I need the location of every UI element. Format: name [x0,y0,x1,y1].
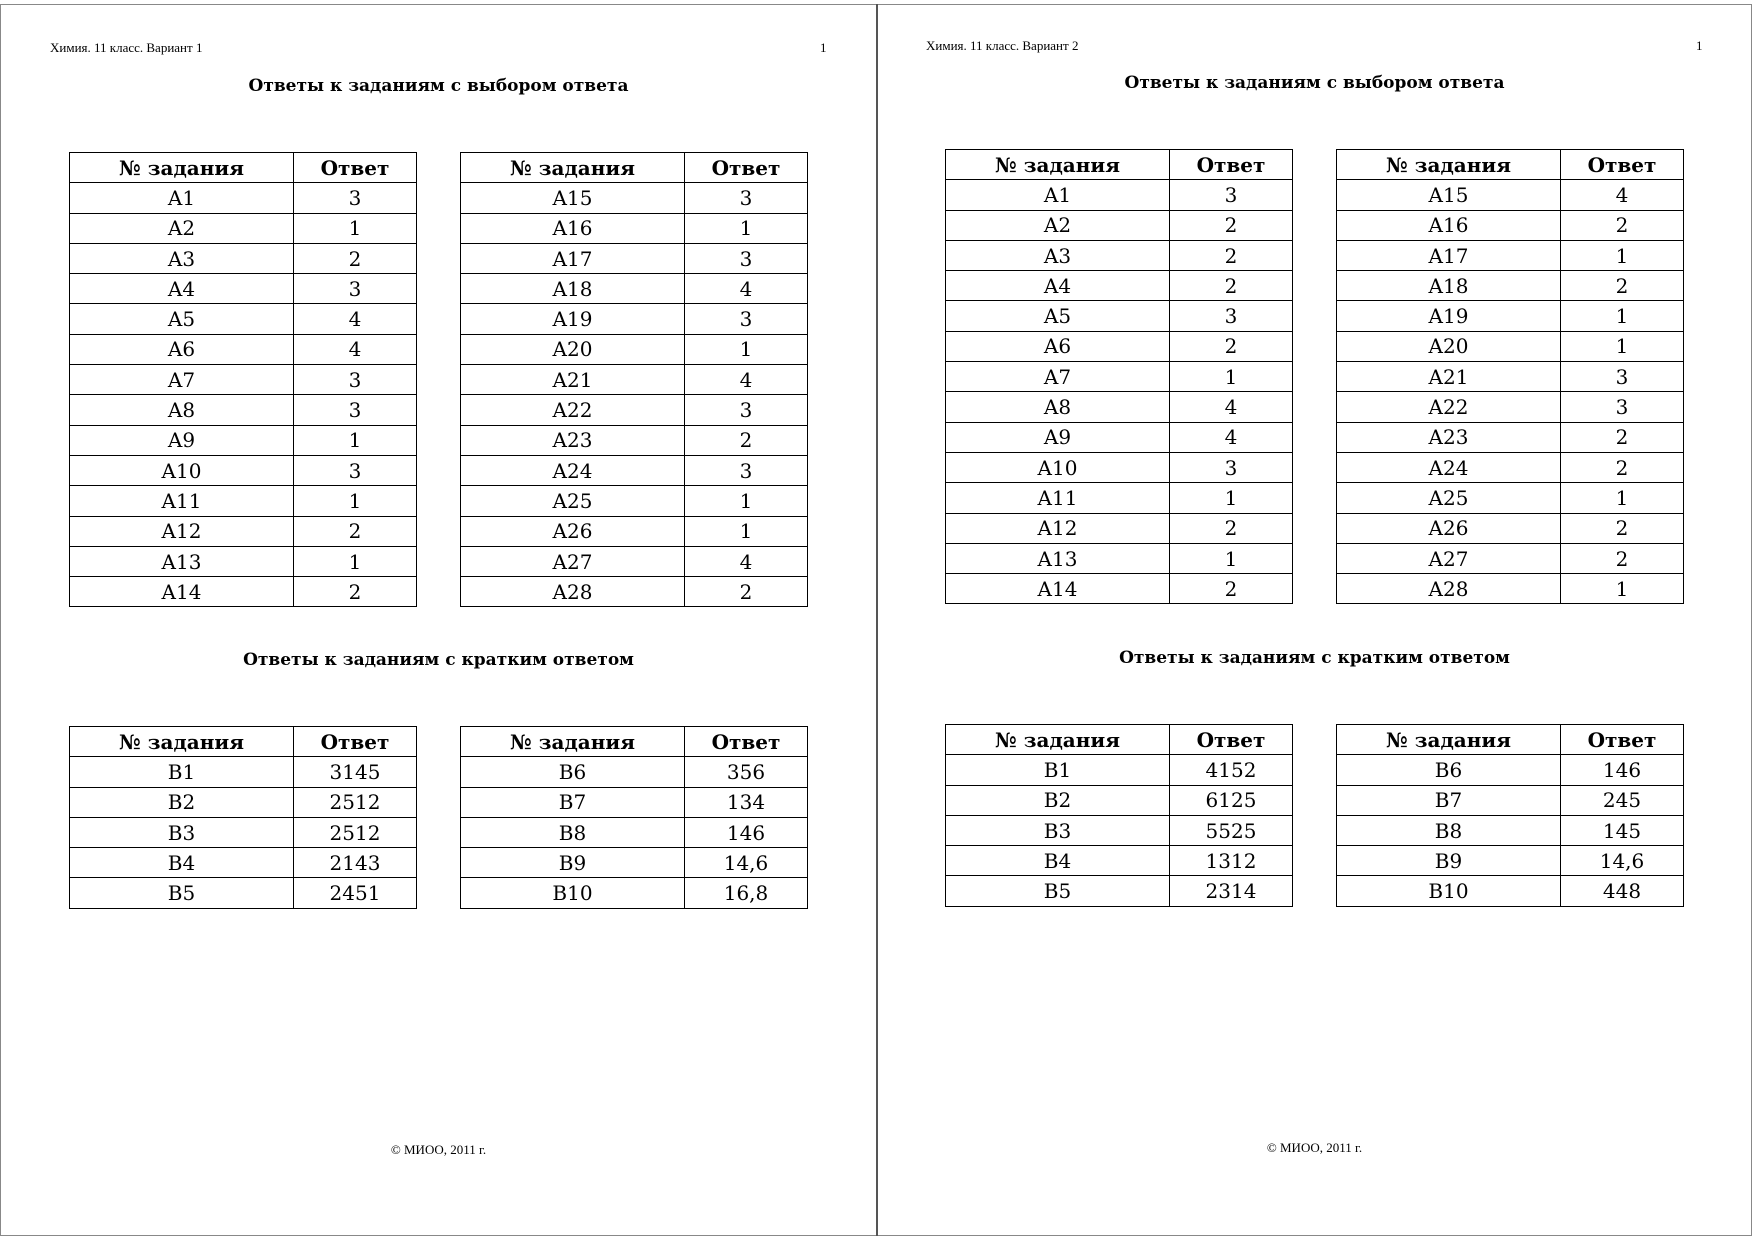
answer-cell: 2 [1170,240,1293,270]
answer-cell: 4 [685,274,808,304]
column-header-task: № задания [461,727,685,757]
answer-cell: 245 [1561,785,1684,815]
task-id-cell: A6 [946,331,1170,361]
table-row [461,213,808,243]
answer-cell: 4 [294,334,417,364]
task-id-cell: A26 [1337,513,1561,543]
table-row [461,516,808,546]
task-id-cell: B4 [70,848,294,878]
table-row [946,240,1293,270]
table-row [946,452,1293,482]
answer-cell: 4 [685,365,808,395]
answer-cell: 2451 [294,878,417,908]
answer-cell: 1 [294,486,417,516]
answer-cell: 3 [294,455,417,485]
task-id-cell: A23 [461,425,685,455]
column-header-answer: Ответ [1170,150,1293,180]
copyright-footer: © МИОО, 2011 г. [390,1142,487,1157]
table-row [461,395,808,425]
answer-cell: 1 [685,334,808,364]
table-row [461,787,808,817]
table-row [946,331,1293,361]
answer-cell: 2 [1170,271,1293,301]
table-header-row [70,153,417,183]
table-row [946,271,1293,301]
answers-table-b-left [945,724,1293,907]
column-header-answer: Ответ [294,727,417,757]
table-row [70,486,417,516]
table-row [70,848,417,878]
answer-cell: 4 [1170,422,1293,452]
answer-cell: 1 [294,213,417,243]
answer-cell: 3 [294,365,417,395]
task-id-cell: B5 [946,876,1170,906]
task-id-cell: A9 [70,425,294,455]
table-row [461,334,808,364]
answer-cell: 2 [685,425,808,455]
table-row [70,878,417,908]
task-id-cell: A25 [1337,483,1561,513]
answer-cell: 1 [1561,483,1684,513]
table-row [1337,876,1684,906]
task-id-cell: A6 [70,334,294,364]
task-id-cell: A16 [461,213,685,243]
answer-cell: 2 [1561,422,1684,452]
table-row [946,513,1293,543]
table-row [1337,785,1684,815]
answer-cell: 3 [685,183,808,213]
table-row [461,183,808,213]
answers-table-b-left [69,726,417,909]
table-row [70,787,417,817]
task-id-cell: B10 [461,878,685,908]
table-row [1337,301,1684,331]
task-id-cell: A24 [461,455,685,485]
table-row [1337,271,1684,301]
page-variant-2 [876,0,1753,1239]
column-header-task: № задания [1337,725,1561,755]
table-row [70,425,417,455]
task-id-cell: A2 [70,213,294,243]
task-id-cell: B9 [1337,846,1561,876]
task-id-cell: A17 [461,243,685,273]
task-id-cell: A17 [1337,240,1561,270]
answer-cell: 2 [1561,513,1684,543]
table-row [70,577,417,607]
answer-cell: 2143 [294,848,417,878]
task-id-cell: B1 [946,755,1170,785]
task-id-cell: A3 [946,240,1170,270]
task-id-cell: A14 [70,577,294,607]
table-row [1337,452,1684,482]
table-header-row [461,727,808,757]
table-row [70,516,417,546]
answer-cell: 2 [294,516,417,546]
table-row [946,815,1293,845]
answer-cell: 4 [1170,392,1293,422]
answer-cell: 2 [294,577,417,607]
table-row [70,365,417,395]
table-header-row [946,725,1293,755]
task-id-cell: A5 [70,304,294,334]
task-id-cell: A19 [1337,301,1561,331]
answer-cell: 2512 [294,817,417,847]
answer-cell: 3 [685,243,808,273]
table-row [946,301,1293,331]
task-id-cell: B7 [461,787,685,817]
task-id-cell: B9 [461,848,685,878]
table-row [946,210,1293,240]
task-id-cell: B4 [946,846,1170,876]
answer-cell: 145 [1561,815,1684,845]
answer-cell: 3 [294,274,417,304]
task-id-cell: A1 [70,183,294,213]
answer-cell: 2 [294,243,417,273]
column-header-answer: Ответ [1170,725,1293,755]
task-id-cell: A9 [946,422,1170,452]
table-row [461,365,808,395]
answer-cell: 4 [294,304,417,334]
table-row [70,243,417,273]
answer-cell: 1 [685,213,808,243]
task-id-cell: A19 [461,304,685,334]
table-row [461,304,808,334]
table-row [1337,392,1684,422]
task-id-cell: A10 [70,455,294,485]
task-id-cell: B1 [70,757,294,787]
answer-cell: 2 [1561,452,1684,482]
answer-cell: 2 [685,577,808,607]
table-header-row [1337,725,1684,755]
answer-cell: 16,8 [685,878,808,908]
table-row [946,574,1293,604]
task-id-cell: A10 [946,452,1170,482]
task-id-cell: A22 [1337,392,1561,422]
table-header-row [1337,150,1684,180]
answer-cell: 134 [685,787,808,817]
table-row [461,486,808,516]
page-number: 1 [820,40,827,55]
task-id-cell: A11 [70,486,294,516]
task-id-cell: A8 [946,392,1170,422]
answer-cell: 356 [685,757,808,787]
column-header-task: № задания [70,727,294,757]
answer-cell: 3 [294,183,417,213]
answer-cell: 2 [1170,513,1293,543]
table-row [1337,513,1684,543]
answer-cell: 1 [294,425,417,455]
table-row [946,543,1293,573]
task-id-cell: A5 [946,301,1170,331]
table-row [461,243,808,273]
table-row [70,817,417,847]
answer-cell: 3 [1170,301,1293,331]
table-row [1337,210,1684,240]
answer-cell: 3 [1170,452,1293,482]
answer-cell: 1312 [1170,846,1293,876]
answer-cell: 3145 [294,757,417,787]
answer-cell: 1 [1561,331,1684,361]
task-id-cell: B2 [946,785,1170,815]
column-header-task: № задания [1337,150,1561,180]
column-header-answer: Ответ [685,727,808,757]
table-row [70,395,417,425]
task-id-cell: A13 [70,546,294,576]
task-id-cell: A20 [1337,331,1561,361]
task-id-cell: A20 [461,334,685,364]
task-id-cell: A27 [1337,543,1561,573]
table-row [70,183,417,213]
answers-table-a-left [945,149,1293,604]
page-header: Химия. 11 класс. Вариант 2 [926,38,1079,53]
table-row [1337,755,1684,785]
answer-cell: 1 [685,486,808,516]
table-row [1337,815,1684,845]
answer-cell: 14,6 [1561,846,1684,876]
task-id-cell: A12 [70,516,294,546]
table-row [461,274,808,304]
task-id-cell: A8 [70,395,294,425]
answer-cell: 3 [1170,180,1293,210]
task-id-cell: B2 [70,787,294,817]
answer-cell: 4 [1561,180,1684,210]
answer-cell: 6125 [1170,785,1293,815]
task-id-cell: B10 [1337,876,1561,906]
table-row [70,546,417,576]
answer-cell: 2512 [294,787,417,817]
task-id-cell: A4 [70,274,294,304]
table-row [946,846,1293,876]
answer-cell: 4 [685,546,808,576]
column-header-task: № задания [946,725,1170,755]
table-row [461,848,808,878]
answer-cell: 3 [294,395,417,425]
table-header-row [946,150,1293,180]
task-id-cell: B8 [1337,815,1561,845]
table-row [946,362,1293,392]
answer-cell: 2 [1170,210,1293,240]
table-row [461,757,808,787]
task-id-cell: A15 [461,183,685,213]
answer-cell: 2 [1170,574,1293,604]
task-id-cell: A2 [946,210,1170,240]
table-row [461,878,808,908]
task-id-cell: B6 [461,757,685,787]
task-id-cell: A24 [1337,452,1561,482]
task-id-cell: B3 [946,815,1170,845]
answers-table-a-right [1336,149,1684,604]
answer-cell: 4152 [1170,755,1293,785]
table-row [70,757,417,787]
task-id-cell: A12 [946,513,1170,543]
table-row [70,274,417,304]
page-header: Химия. 11 класс. Вариант 1 [50,40,203,55]
table-row [1337,846,1684,876]
task-id-cell: A3 [70,243,294,273]
answer-cell: 2 [1561,210,1684,240]
table-row [1337,483,1684,513]
answer-cell: 3 [1561,392,1684,422]
table-row [1337,180,1684,210]
column-header-answer: Ответ [685,153,808,183]
answer-cell: 1 [685,516,808,546]
task-id-cell: A14 [946,574,1170,604]
answer-cell: 146 [685,817,808,847]
table-row [946,876,1293,906]
answers-table-b-right [1336,724,1684,907]
copyright-footer: © МИОО, 2011 г. [1266,1140,1363,1155]
task-id-cell: A25 [461,486,685,516]
answer-cell: 5525 [1170,815,1293,845]
answer-cell: 3 [1561,362,1684,392]
task-id-cell: A18 [461,274,685,304]
table-header-row [70,727,417,757]
table-row [946,180,1293,210]
task-id-cell: A11 [946,483,1170,513]
answer-cell: 2 [1561,543,1684,573]
table-row [70,455,417,485]
task-id-cell: A21 [1337,362,1561,392]
answer-cell: 1 [1561,301,1684,331]
table-row [1337,362,1684,392]
task-id-cell: B7 [1337,785,1561,815]
table-row [946,755,1293,785]
section-title-short: Ответы к заданиям с кратким ответом [243,650,634,670]
answers-table-a-right [460,152,808,607]
task-id-cell: A7 [70,365,294,395]
answer-cell: 3 [685,395,808,425]
answer-cell: 3 [685,304,808,334]
answer-cell: 1 [1170,362,1293,392]
table-header-row [461,153,808,183]
table-row [946,422,1293,452]
task-id-cell: A27 [461,546,685,576]
task-id-cell: A28 [461,577,685,607]
task-id-cell: A28 [1337,574,1561,604]
column-header-answer: Ответ [1561,150,1684,180]
table-row [1337,331,1684,361]
task-id-cell: A26 [461,516,685,546]
task-id-cell: A13 [946,543,1170,573]
answer-cell: 1 [1170,483,1293,513]
answer-cell: 2 [1561,271,1684,301]
answer-cell: 2 [1170,331,1293,361]
task-id-cell: A23 [1337,422,1561,452]
table-row [70,304,417,334]
table-row [461,425,808,455]
section-title-short: Ответы к заданиям с кратким ответом [1119,648,1510,668]
page-number: 1 [1696,38,1703,53]
answer-cell: 14,6 [685,848,808,878]
answer-cell: 2314 [1170,876,1293,906]
task-id-cell: A1 [946,180,1170,210]
table-row [1337,240,1684,270]
answer-cell: 3 [685,455,808,485]
answer-cell: 1 [1170,543,1293,573]
answer-cell: 448 [1561,876,1684,906]
task-id-cell: B8 [461,817,685,847]
answer-cell: 1 [294,546,417,576]
answer-cell: 1 [1561,240,1684,270]
column-header-task: № задания [70,153,294,183]
column-header-answer: Ответ [1561,725,1684,755]
table-row [70,213,417,243]
task-id-cell: A15 [1337,180,1561,210]
table-row [946,392,1293,422]
column-header-task: № задания [946,150,1170,180]
section-title-choice: Ответы к заданиям с выбором ответа [248,76,629,96]
task-id-cell: A16 [1337,210,1561,240]
task-id-cell: B3 [70,817,294,847]
task-id-cell: B5 [70,878,294,908]
answer-cell: 146 [1561,755,1684,785]
column-header-answer: Ответ [294,153,417,183]
task-id-cell: A7 [946,362,1170,392]
answers-table-b-right [460,726,808,909]
task-id-cell: A22 [461,395,685,425]
answer-cell: 1 [1561,574,1684,604]
table-row [461,455,808,485]
column-header-task: № задания [461,153,685,183]
task-id-cell: B6 [1337,755,1561,785]
task-id-cell: A18 [1337,271,1561,301]
task-id-cell: A21 [461,365,685,395]
table-row [461,817,808,847]
table-row [461,577,808,607]
table-row [461,546,808,576]
answers-table-a-left [69,152,417,607]
section-title-choice: Ответы к заданиям с выбором ответа [1124,73,1505,93]
task-id-cell: A4 [946,271,1170,301]
table-row [1337,543,1684,573]
table-row [946,483,1293,513]
table-row [946,785,1293,815]
table-row [70,334,417,364]
table-row [1337,574,1684,604]
table-row [1337,422,1684,452]
